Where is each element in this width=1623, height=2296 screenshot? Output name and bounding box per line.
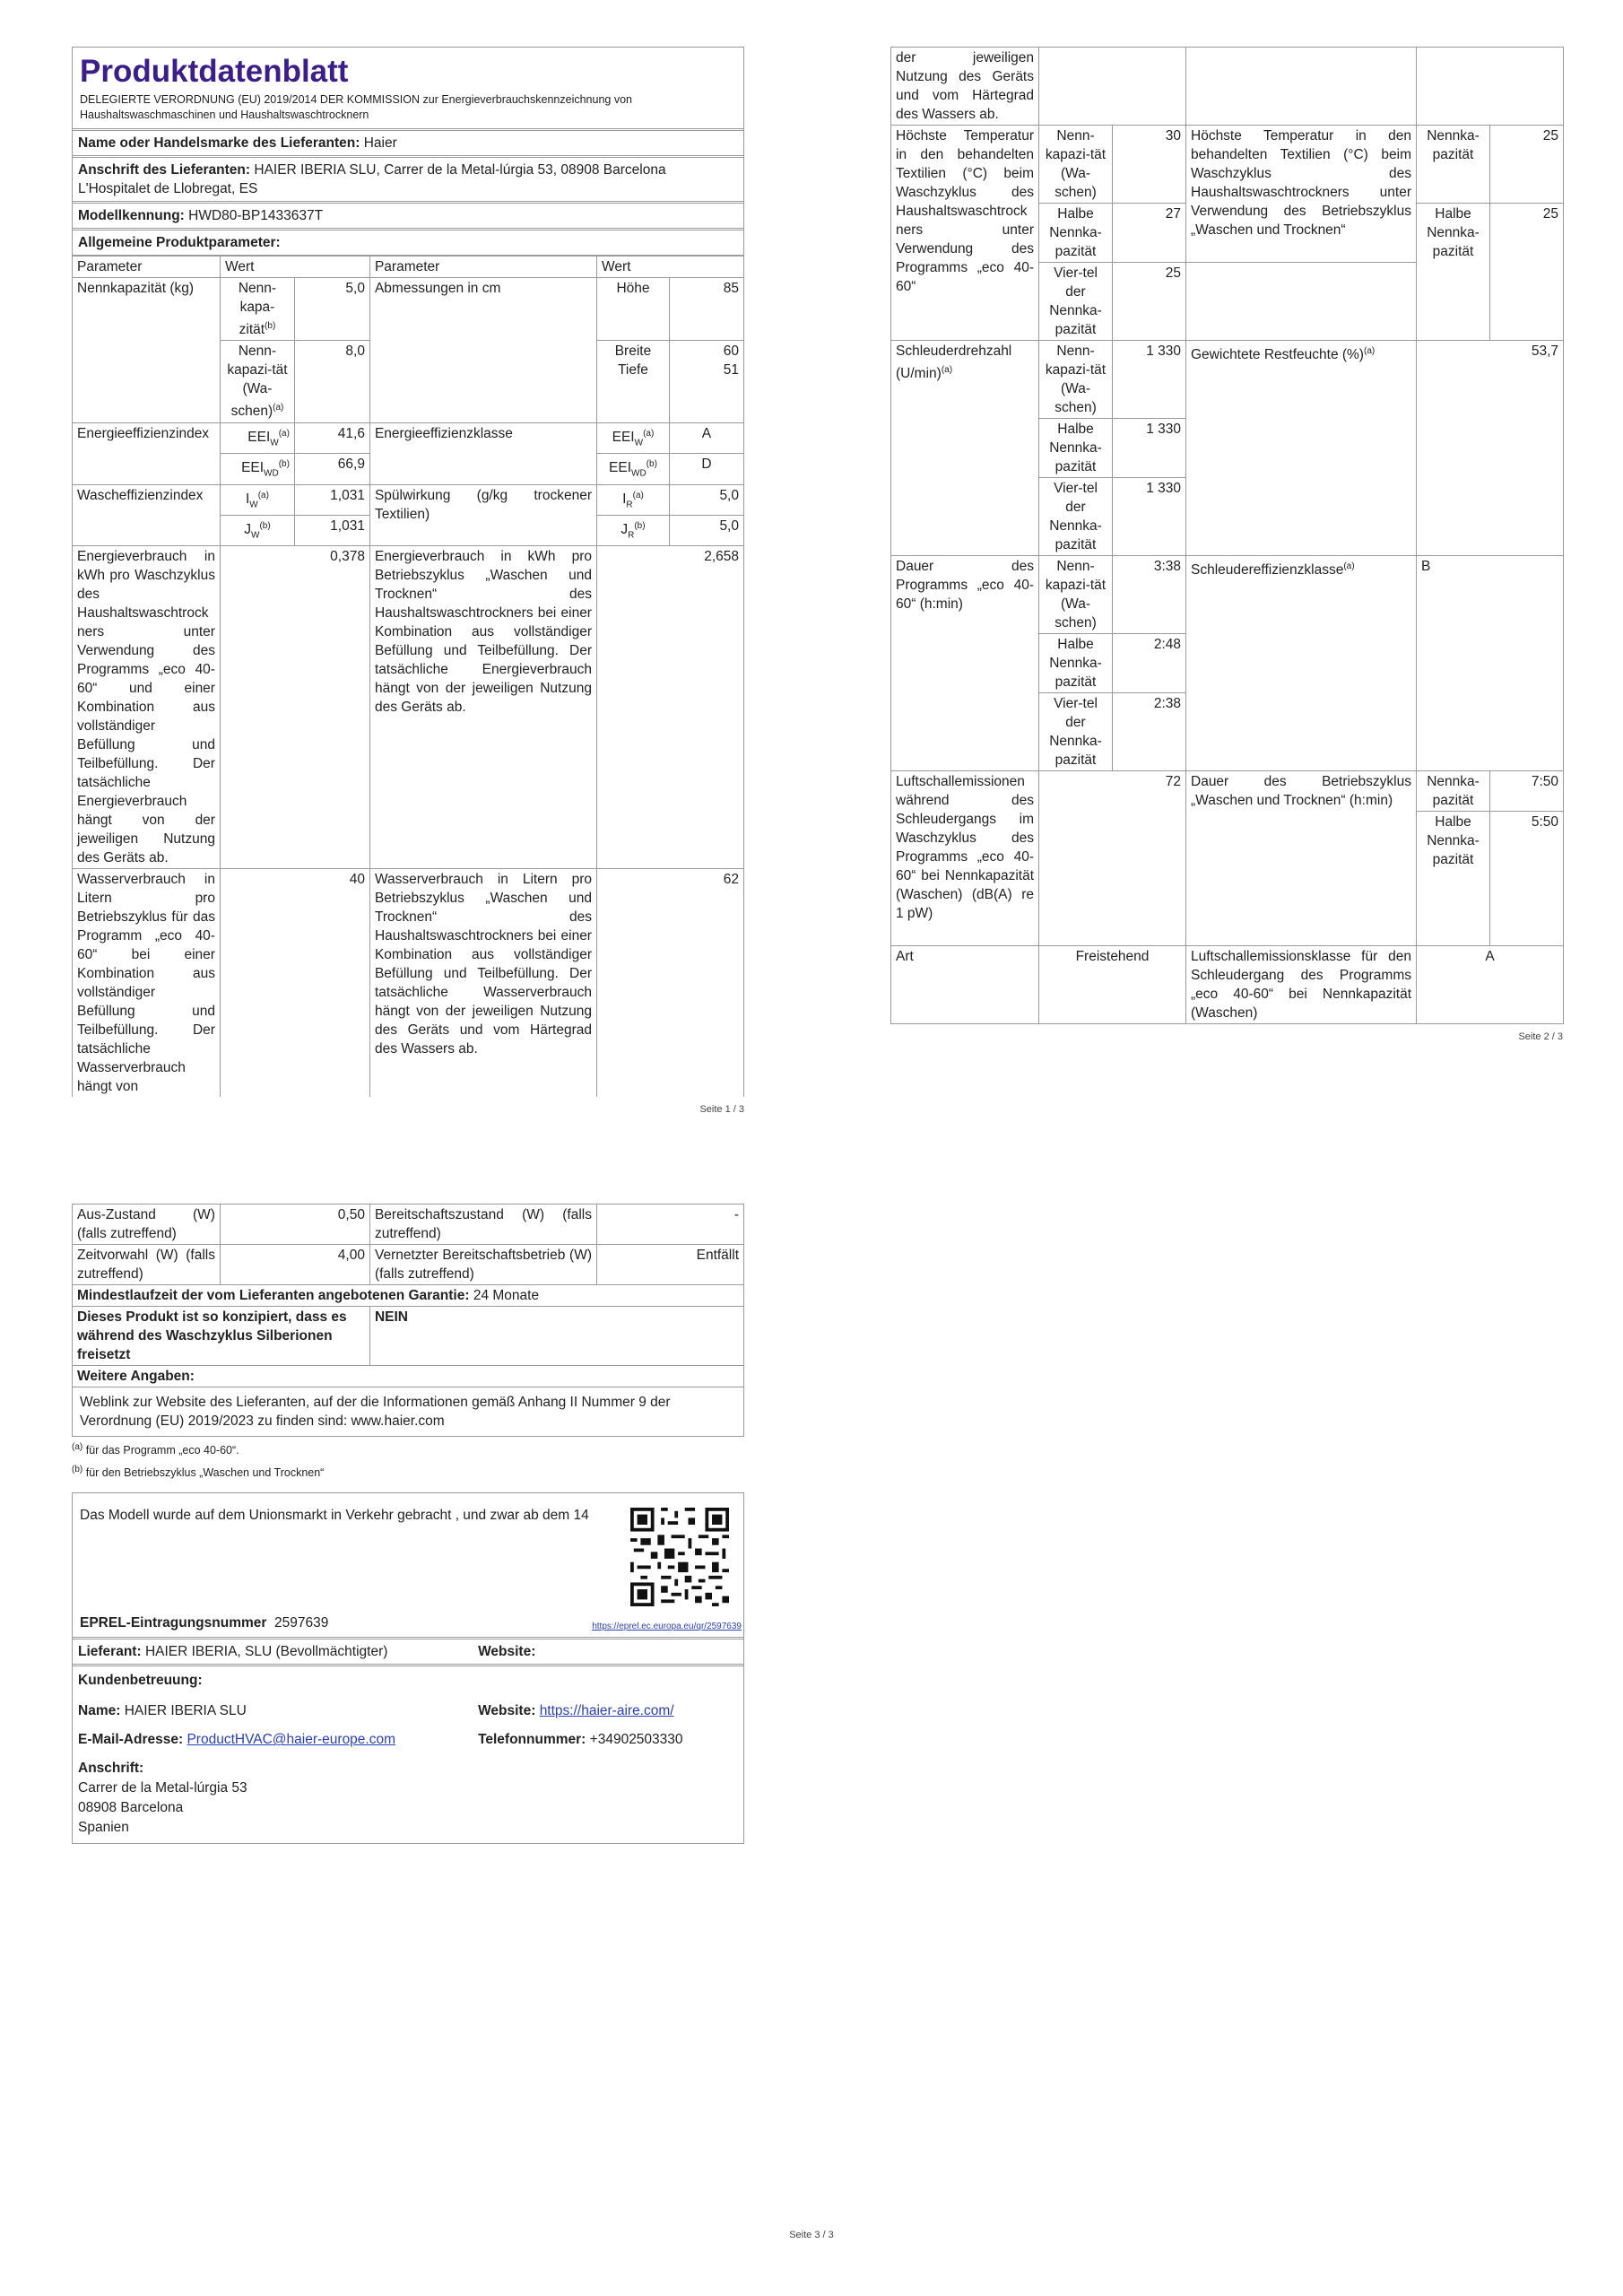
table-row: Vier-tel der Nennka-pazität 1 330 <box>891 478 1564 556</box>
customer-service-section: Kundenbetreuung: Name: HAIER IBERIA SLU Website: https://haier-aire.com/ E-Mail-Adresse: ProductHVAC@haier-europe.com Telefonnummer: +34902503330 Anschrift: Carrer de la Metal-lúrgia 53 08908 Barcelona Spanien <box>73 1664 743 1843</box>
page-number-3: Seite 3 / 3 <box>789 2230 834 2240</box>
table-row: Wasserverbrauch in Litern pro Betriebszyklus für das Programm „eco 40-60“ bei einer Kombination aus vollständiger Befüllung und Teilbefüllung. Der tatsächliche Wasserverbrauch hängt von 40 Wasserverbrauch in Litern pro Betriebszyklus „Waschen und Trocknen“ des Haushaltswaschtrockners bei einer Kombination aus vollständiger Befüllung und Teilbefüllung. Der tatsächliche Wasserverbrauch hängt von der jeweiligen Nutzung des Geräts und vom Härtegrad des Wassers ab. 62 <box>73 869 744 1098</box>
table-row: Luftschallemissionen während des Schleudergangs im Waschzyklus des Programms „eco 40-60“ bei Nennkapazität (Waschen) (dB(A) re 1 pW) 72 Dauer des Betriebszyklus „Waschen und Trocknen“ (h:min) Nennka-pazität 7:50 <box>891 771 1564 812</box>
table-row: Aus-Zustand (W) (falls zutreffend) 0,50 Bereitschaftszustand (W) (falls zutreffend) - <box>73 1205 744 1245</box>
table-row: Zeitvorwahl (W) (falls zutreffend) 4,00 Vernetzter Bereitschaftsbetrieb (W) (falls zutreffend) Entfällt <box>73 1245 744 1285</box>
max-temp-label: Höchste Temperatur in den behandelten Textilien (°C) beim Waschzyklus des Haushaltswaschtrockners unter Verwendung des Programms „eco 40-60“ <box>891 126 1039 341</box>
table-row: Nennkapazität (kg) Nenn-kapa-zität$^{(b)}$ 5,0 Abmessungen in cm Höhe 85 <box>73 278 744 341</box>
table-row: Dauer des Programms „eco 40-60“ (h:min) Nenn-kapazi-tät (Wa-schen) 3:38 Schleudereffizienzklasse$^{(a)}$ B <box>891 556 1564 634</box>
table-row: Höchste Temperatur in den behandelten Textilien (°C) beim Waschzyklus des Haushaltswaschtrockners unter Verwendung des Programms „eco 40-60“ Nenn-kapazi-tät (Wa-schen) 30 Höchste Temperatur in den behandelten Textilien (°C) beim Waschzyklus des Haushaltswaschtrockners unter Verwendung des Betriebszyklus „Waschen und Trocknen“ Nennka-pazität 25 <box>891 126 1564 204</box>
table-row: Weblink zur Website des Lieferanten, auf der die Informationen gemäß Anhang II Nummer 9 der Verordnung (EU) 2019/2023 zu finden sind: www.haier.com <box>73 1387 744 1437</box>
page-3 <box>72 1204 744 1844</box>
page-number: Seite 2 / 3 <box>1518 1031 1563 1042</box>
table-row: Vier-tel der Nennka-pazität 25 <box>891 263 1564 341</box>
page-1 <box>72 47 744 1115</box>
page-number: Seite 1 / 3 <box>699 1104 744 1116</box>
table-row: $EEI_{WD}^{(b)}$ 66,9 $EEI_{WD}^{(b)}$ D <box>73 454 744 484</box>
table-row: Art Freistehend Luftschallemissionsklasse für den Schleudergang des Programms „eco 40-60“ bei Nennkapazität (Waschen) A <box>891 946 1564 1024</box>
params-table-1 <box>72 256 744 1097</box>
table-row: Parameter Wert Parameter Wert <box>73 257 744 278</box>
params-table-3 <box>72 1204 744 1437</box>
table-row: Halbe Nennka-pazität 1 330 <box>891 419 1564 478</box>
table-row: Vier-tel der Nennka-pazität 2:38 <box>891 693 1564 771</box>
table-row: Mindestlaufzeit der vom Lieferanten angebotenen Garantie: 24 Monate <box>73 1285 744 1307</box>
table-row: der jeweiligen Nutzung des Geräts und vom Härtegrad des Wassers ab. <box>891 48 1564 126</box>
table-row: Schleuderdrehzahl $(U/\min)^{(a)}$ Nenn-kapazi-tät (Wa-schen) 1 330 Gewichtete Restfeuchte (%)$^{(a)}$ 53,7 <box>891 341 1564 419</box>
eei-label: Energieeffizienzindex <box>73 423 221 485</box>
general-params-row: Allgemeine Produktparameter: <box>73 228 743 255</box>
market-section <box>73 1493 743 1637</box>
supplier-row: Name oder Handelsmarke des Lieferanten: Haier <box>73 128 743 155</box>
model-row: Modellkennung: HWD80-BP1433637T <box>73 201 743 228</box>
table-row: $J_W^{(b)}$ 1,031 $J_R^{(b)}$ 5,0 <box>73 515 744 545</box>
table-row: Halbe Nennka-pazität 5:50 <box>891 812 1564 946</box>
table-row: Weitere Angaben: <box>73 1366 744 1387</box>
footnote-a: $^{(a)}$ für das Programm „eco 40-60“. <box>72 1442 239 1457</box>
capacity-label: Nennkapazität (kg) <box>73 278 221 423</box>
table-row: Halbe Nennka-pazität 27 Halbe Nennka-pazität 25 <box>891 204 1564 263</box>
market-text: Das Modell wurde auf dem Unionsmarkt in Verkehr gebracht , und zwar ab dem 14 <box>80 1508 589 1524</box>
table-row: Wascheffizienzindex $I_W^{(a)}$ 1,031 Spülwirkung (g/kg trockener Textilien) $I_R^{(a)}$ 5,0 <box>73 484 744 515</box>
qr-code-icon <box>630 1508 729 1606</box>
eprel-link[interactable]: https://eprel.ec.europa.eu/qr/2597639 <box>592 1622 742 1632</box>
eprel-block <box>72 1492 744 1844</box>
header-block <box>72 47 744 256</box>
page-2 <box>890 47 1563 1042</box>
document-title: Produktdatenblatt <box>80 54 349 89</box>
supplier-contact-row: Lieferant: HAIER IBERIA, SLU (Bevollmächtigter) Website: <box>73 1637 743 1664</box>
address-row: Anschrift des Lieferanten: HAIER IBERIA SLU, Carrer de la Metal-lúrgia 53, 08908 Barcelona L'Hospitalet de Llobregat, ES <box>73 155 743 201</box>
email-link[interactable]: ProductHVAC@haier-europe.com <box>187 1732 396 1748</box>
dimensions-label: Abmessungen in cm <box>369 278 596 423</box>
customer-website-link[interactable]: https://haier-aire.com/ <box>539 1703 674 1719</box>
params-table-2 <box>890 47 1564 1024</box>
footnote-b: $^{(b)}$ für den Betriebszyklus „Waschen und Trocknen“ <box>72 1465 325 1480</box>
eprel-number: EPREL-Eintragungsnummer 2597639 <box>80 1615 329 1631</box>
table-row: Halbe Nennka-pazität 2:48 <box>891 634 1564 693</box>
table-row: Energieverbrauch in kWh pro Waschzyklus des Haushaltswaschtrockners unter Verwendung des Programms „eco 40-60“ und einer Kombination aus vollständiger Befüllung und Teilbefüllung. Der tatsächliche Energieverbrauch hängt von der jeweiligen Nutzung des Geräts ab. 0,378 Energieverbrauch in kWh pro Betriebszyklus „Waschen und Trocknen“ des Haushaltswaschtrockners bei einer Kombination aus vollständiger Befüllung und Teilbefüllung. Der tatsächliche Energieverbrauch hängt von der jeweiligen Nutzung des Geräts ab. 2,658 <box>73 546 744 869</box>
table-row: Nenn-kapazi-tät (Wa-schen)$^{(a)}$ 8,0 Breite Tiefe 60 51 <box>73 341 744 423</box>
table-row: Dieses Produkt ist so konzipiert, dass es während des Waschzyklus Silberionen freisetzt NEIN <box>73 1307 744 1366</box>
table-row: Energieeffizienzindex $EEI_W^{(a)}$ 41,6 Energieeffizienzklasse $EEI_W^{(a)}$ A <box>73 423 744 454</box>
regulation-subtitle: DELEGIERTE VERORDNUNG (EU) 2019/2014 DER KOMMISSION zur Energieverbrauchskennzeichnung von Haushaltswaschmaschinen und Haushaltswaschtrocknern <box>80 93 632 121</box>
address-block: Anschrift: Carrer de la Metal-lúrgia 53 08908 Barcelona Spanien <box>78 1761 247 1836</box>
